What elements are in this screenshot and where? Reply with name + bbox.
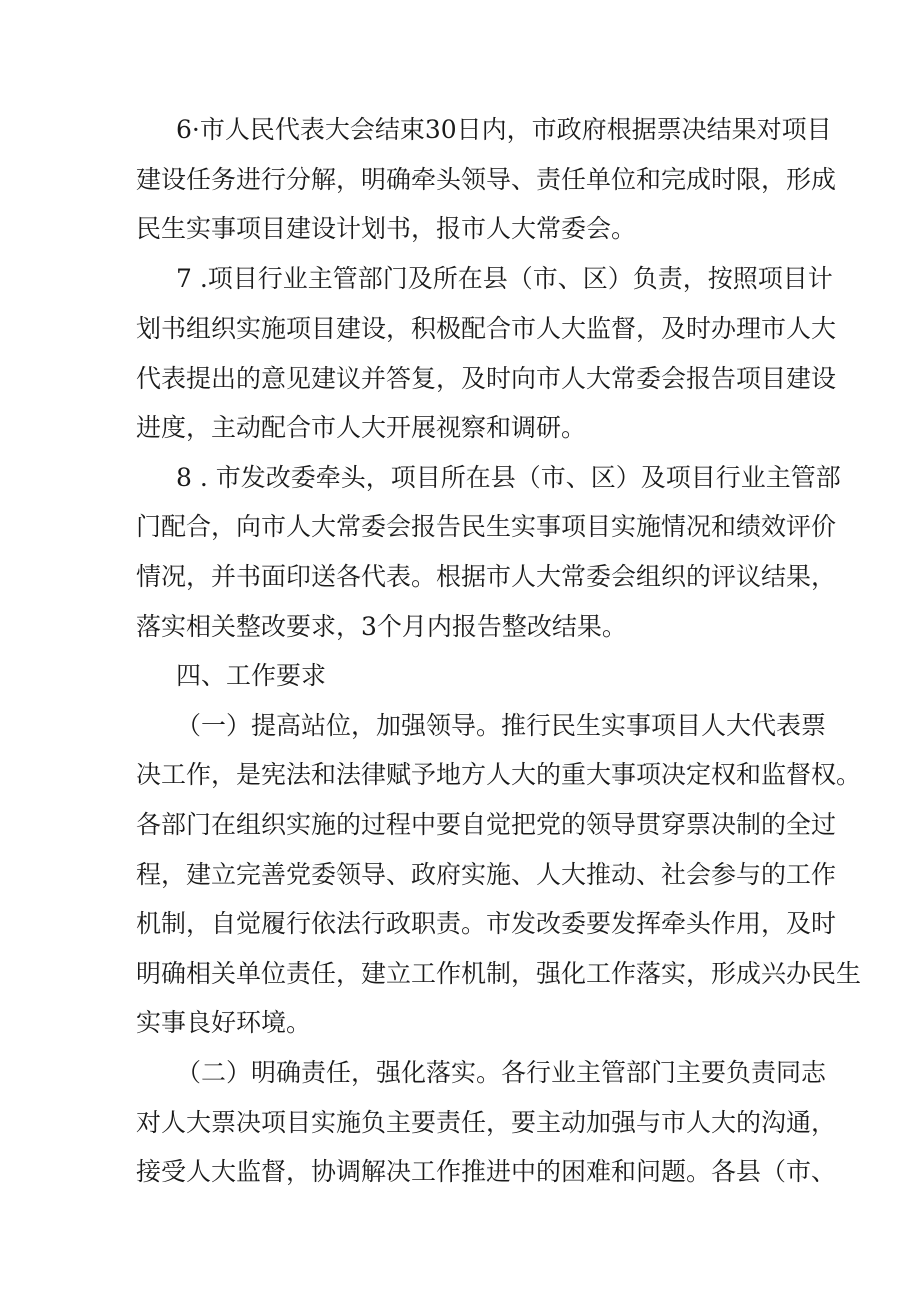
paragraph-line: 机制，自觉履行依法行政职责。市发改委要发挥牵头作用，及时 <box>136 909 837 938</box>
paragraph-line: 情况，并书面印送各代表。根据市人大常委会组织的评议结果， <box>136 562 837 591</box>
paragraph-line: 代表提出的意见建议并答复，及时向市人大常委会报告项目建设 <box>136 364 837 393</box>
paragraph-line: 进度，主动配合市人大开展视察和调研。 <box>136 413 587 442</box>
paragraph-line: 明确相关单位责任，建立工作机制，强化工作落实，形成兴办民生 <box>136 959 862 988</box>
paragraph-line: 接受人大监督，协调解决工作推进中的困难和问题。各县（市、 <box>136 1157 837 1186</box>
paragraph-line: 8 . 市发改委牵头，项目所在县（市、区）及项目行业主管部 <box>176 463 841 492</box>
paragraph-line: 划书组织实施项目建设，积极配合市人大监督，及时办理市人大 <box>136 314 837 343</box>
paragraph-line: 对人大票决项目实施负主要责任，要主动加强与市人大的沟通， <box>136 1108 837 1137</box>
paragraph-line: 门配合，向市人大常委会报告民生实事项目实施情况和绩效评价 <box>136 512 837 541</box>
section-heading: 四、工作要求 <box>176 661 327 690</box>
paragraph-line: 6·市人民代表大会结束30日内，市政府根据票决结果对项目 <box>176 115 832 144</box>
paragraph-line: 程，建立完善党委领导、政府实施、人大推动、社会参与的工作 <box>136 860 837 889</box>
paragraph-line: 建设任务进行分解，明确牵头领导、责任单位和完成时限，形成 <box>136 165 837 194</box>
paragraph-line: 实事良好环境。 <box>136 1008 312 1037</box>
paragraph-line: 决工作，是宪法和法律赋予地方人大的重大事项决定权和监督权。 <box>136 760 862 789</box>
paragraph-line: 民生实事项目建设计划书，报市人大常委会。 <box>136 214 637 243</box>
paragraph-line: 各部门在组织实施的过程中要自觉把党的领导贯穿票决制的全过 <box>136 810 837 839</box>
paragraph-line: （二）明确责任，强化落实。各行业主管部门主要负责同志 <box>176 1058 827 1087</box>
paragraph-line: 7 .项目行业主管部门及所在县（市、区）负责，按照项目计 <box>176 264 833 293</box>
paragraph-line: 落实相关整改要求，3个月内报告整改结果。 <box>136 612 627 641</box>
paragraph-line: （一）提高站位，加强领导。推行民生实事项目人大代表票 <box>176 711 827 740</box>
